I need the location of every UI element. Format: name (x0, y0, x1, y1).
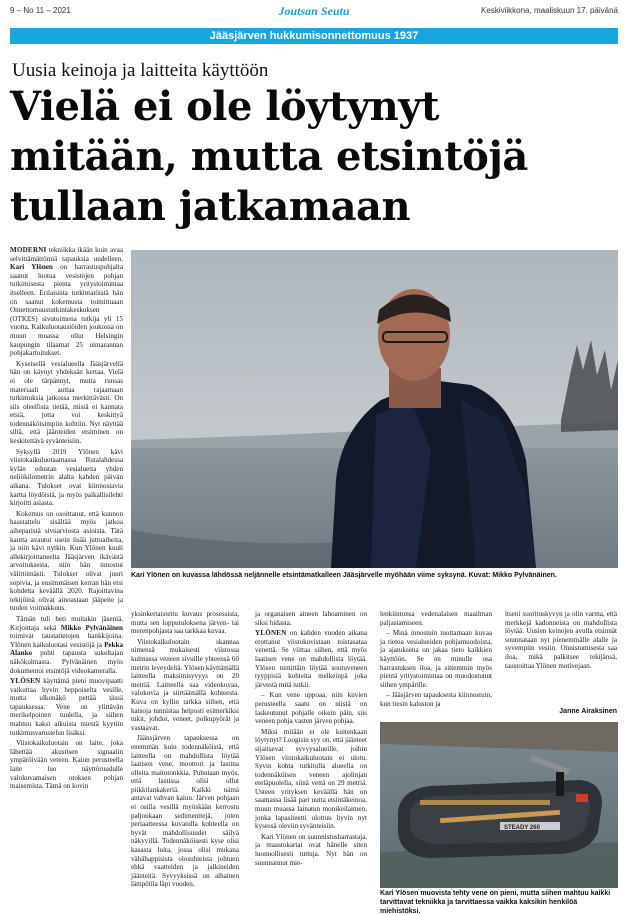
paragraph: Jäänsjärven tapauksessa on enemmän kuin todennäköistä, että laitteella on mahdollista löytää laatisen vene, moottori ja lastina olleita maitotonkkia. Puhutaan myös, että lastissa olisi ollut piikkilankakeriä. Kaikki nämä antavat vahvan kaiun. Järven pohjaan ei osilla vesillä myöskään kerrostu paljoukaan sedimenttejä, joten periaatteessa kuvatulla kohteella on hyvät mahdollisuudet säilyä näkyvillä. Todennäköisesti kyse olisi kasasta luita, jossa olisi mukana vähähappisista olosuhteista johtuen ehkä vaatteiden ja jalkineiden jäänteitä. Syvyyksissä on alhainen lämpötila läpi vuoden, (131, 734, 239, 889)
person-name: Pekka Alanko (10, 640, 123, 658)
article-column-4 (380, 610, 492, 711)
paragraph: – Minä innostuin tuottamaan kuvaa ja tietoa vesialueiden pohjamuodoista, ja ajatuksena on jakaa tieto kaikkien käyttöön. Se on minulle osa harrastuksen iloa, ja sittemmin myös pientä yritystoimintaa on muodostunut siihen ympärille. (380, 629, 492, 689)
lead-word: MODERNI (10, 246, 47, 254)
boat-photo-caption: Kari Ylösen muovista tehty vene on pieni, mutta siihen mahtuu kaikki tarvittavat tekniikka ja tarvittaessa vaikka kaksikin henkilöä miehistöksi. (380, 890, 611, 915)
paragraph: yksinkertaistettu kuvaus prosessista, mutta sen lopputuloksena järven- tai merenpohjasta saa tarkkaa kuvaa. (131, 610, 239, 636)
paragraph: Viistokaikuluotain skannaa nimensä mukaisesti viistossa kulmassa veneen sivuille yhteensä 60 metrin leveydeltä. Ylösen käyttämällä laitteella maksimisyvyys on 20 metriä. Laitteella saa videokuvaa, valokuvia ja siirtäämällä kohteesta. Kuva on kyllin tarkka siihen, että katsoja tunnistaa helposti esimerkiksi tukit, johdot, veneet, polkupyörät ja vastaavat. (131, 637, 239, 732)
author-signature: Janne Airaksinen (559, 708, 617, 715)
paragraph: Viistokaikuluotain on laite, joka lähettää akustisen signaalin ympäröivään veteen. Kaiun perusteella laite luo näyttöruudulle valokuvamaisen otoksen pohjan maisemista. Tämä on kovin (10, 739, 123, 791)
headline-line-1: Vielä ei ole löytynyt (10, 83, 439, 130)
article-column-2 (131, 610, 239, 891)
boat-on-water-photo (380, 722, 618, 888)
paragraph: Kokemus on osoittanut, että kunnon haastattelu sisältää myös jatkoa aiheparistä sivuarviosta asioista. Tätä kautta avautui usein lisää juttuaiheita, ja niin kävi nytkin. Kun Ylönen kuuli allekirjoittaneelta Jääsjärven ikävästä arvoituksesta, niin hän innostui välittömästi. Tulokset olivat juuri sopivia, ja ensimmäisen kerran hän etsi kohdetta keväällä 2020. Rajoittavina tekijöinä olivat ainoastaan jääpeite ja tuulen voimakkuus. (10, 509, 123, 613)
person-name: Kari Ylönen (10, 263, 53, 272)
article-column-3 (255, 610, 367, 869)
man-by-lake-photo (131, 250, 618, 568)
section-banner: Jääsjärven hukkumisonnettomuus 1937 (10, 28, 618, 44)
paragraph: – Jääsjärven tapauksesta kiinnostuin, kun tiesin kaluston ja (380, 691, 492, 708)
article-column-1 (10, 246, 123, 793)
paragraph: ja organaisen aineen lahoaminen on siksi hidasta. (255, 610, 367, 627)
masthead: Joutsan Seutu (278, 4, 350, 18)
main-photo-caption: Kari Ylönen on kuvassa lähdössä neljännelle etsintämatkalleen Jääsjärvelle myöhään viime syksynä. Kuvat: Mikko Pylvänäinen. (131, 572, 557, 579)
person-name: Mikko Pylvänäinen (60, 623, 124, 632)
boat-photo (380, 722, 618, 888)
issue-date: Keskiviikkona, maaliskuun 17. päivänä (481, 6, 618, 15)
article-column-5 (505, 610, 617, 672)
paragraph: YLÖSEN käyttämä pieni muovipaatti vaikuttaa hyvin heppoiselta vesille, mutta ulkonäkö pettää tässä tapauksessa. Vene on ylittävän merikelpoinen tuulella, ja siihen mahtuu kaksi aikuista miestä kyytiin tutkimusvarustelun lisäksi. (10, 677, 123, 737)
headline-line-3: tullaan jatkamaan (10, 183, 411, 230)
lead-word: YLÖNEN (255, 629, 287, 638)
paragraph: Tämän tuli heti muitakin jäseniä. Kirjoittaja sekä Mikko Pylvänäinen toimivat taustatietojen hankkijoina. Ylönen kaikuluotasi vesistöjä ja Pekka Alanko pohti tapausta sukeltajan näkökulmasta. Pylvänäinen myös dokumentoi etsintöjä videokameralla. (10, 614, 124, 675)
paragraph: itseni suorituskyvyn ja olin varma, että merkkejä kadonneista on mahdollista löytää. Uusien keinojen avulla etsinnät suunnataan nyt pienemmälle alalle ja syvempiin vesiin. Onnistumisesta saa iloa, mikä palkitsee tekijänsä, taustoittaa Ylönen motivejaan. (505, 610, 617, 670)
paragraph: MODERNI tekniikka ikään kuin avaa selvittämättömiä tapauksia uudelleen. Kari Ylönen on harrastuspohjalta saanut luotua vesistöjen pohjan tutkimisesta pienta yritystoimintaa itselleen. Erilaisista tutkintatöistä hän on saanut kokemusta toimittuaan Onnettomuustutkintakeskuksen (OTKES) sivutoimena tutkija yli 15 vuotta. Kaikuluotaustöiden joukossa on muun muassa ollut Helsingin kaupungin tilaamat 25 uimarannan pohjakartoitukset. (10, 246, 123, 358)
paragraph: YLÖNEN on kahden vuoden aikana erottanut viistokuvistaan toistasataa venettä. Se viittaa siihen, että myös laatisen vene on mahdollista löytää. Ylösen nimittäin löytää soutuveneen tyyppisiä kohteita melkeinpä joka järvestä mitä tutkii. (255, 629, 367, 689)
kicker: Uusia keinoja ja laitteita käyttöön (12, 60, 269, 81)
headline-line-2: mitään, mutta etsintöjä (10, 133, 528, 180)
lead-word: YLÖSEN (10, 677, 41, 686)
headline (10, 82, 610, 232)
main-photo (131, 250, 618, 568)
paragraph: – Kun vene uppoaa, niin kuvien perusteella saatu on niistä on laskeutunut pohjalle oikein päin, siis veneen pohja vasten järven pohjaa. (255, 691, 367, 726)
page-info: 9 – No 11 – 2021 (10, 6, 71, 15)
paragraph: Miksi mitään ei ole kuitenkaan löytynyt? Loogisin syy on, että jäänteet sijaitsevat syvyysalueille, joihin Ylösen viistokaikuluotain ei ulotu. Syvin kohta tutkitulla alueella on todennäköisen veneen ajolinjan eteläpuolella, siinä vettä on 29 metriä. Usteen yrityksen keväällä hän on saamassa lisää pari uutta etsintäkeinoa, muun muassa lainatun monikeilaimen, jonka lapasiteetti ulottuu hyvin nyt kysessä oleviin syvänteisiin. (255, 727, 367, 831)
boat-brand-label: STEADY 260 (504, 825, 540, 831)
paragraph: Kari Ylönen on suunnistusharrastaja, ja maastokartat ovat hänelle siten luonnollisesti tuttuja. Nyt hän on suunnannut mie- (255, 832, 367, 867)
paragraph: lenkiintonsa vedenalaisen maailman paljastamiseen. (380, 610, 492, 627)
paragraph: Kyseisellä vesialueella Jääsjärvellä hän on käynyt yhdeksän kertaa. Vielä ei ole tärpännyt, mutta runsas materiaali auttaa rajaamaan tutkimuksia jatkossa merkittävästi. On siis oleellista tietää, mistä ei kannata etsiä, jotta voi keskittyä todennäköisimpiin kohtiin. Nyt näyttää siltä, että jäänteiden etsiminen on keskitettävä syvänteisiin. (10, 359, 123, 446)
page-header (10, 4, 618, 18)
paragraph: Syksyllä 2019 Ylönen kävi viistokaikuluotaamassa Rutalahdessa kylän edustan vesialuetta yhden neliökilometrin alalta kahden päivän aikana. Tulokset ovat kiinnostavia kartta löydöistä, ja myös paikallisilehti kirjoitti asiasta. (10, 447, 123, 508)
